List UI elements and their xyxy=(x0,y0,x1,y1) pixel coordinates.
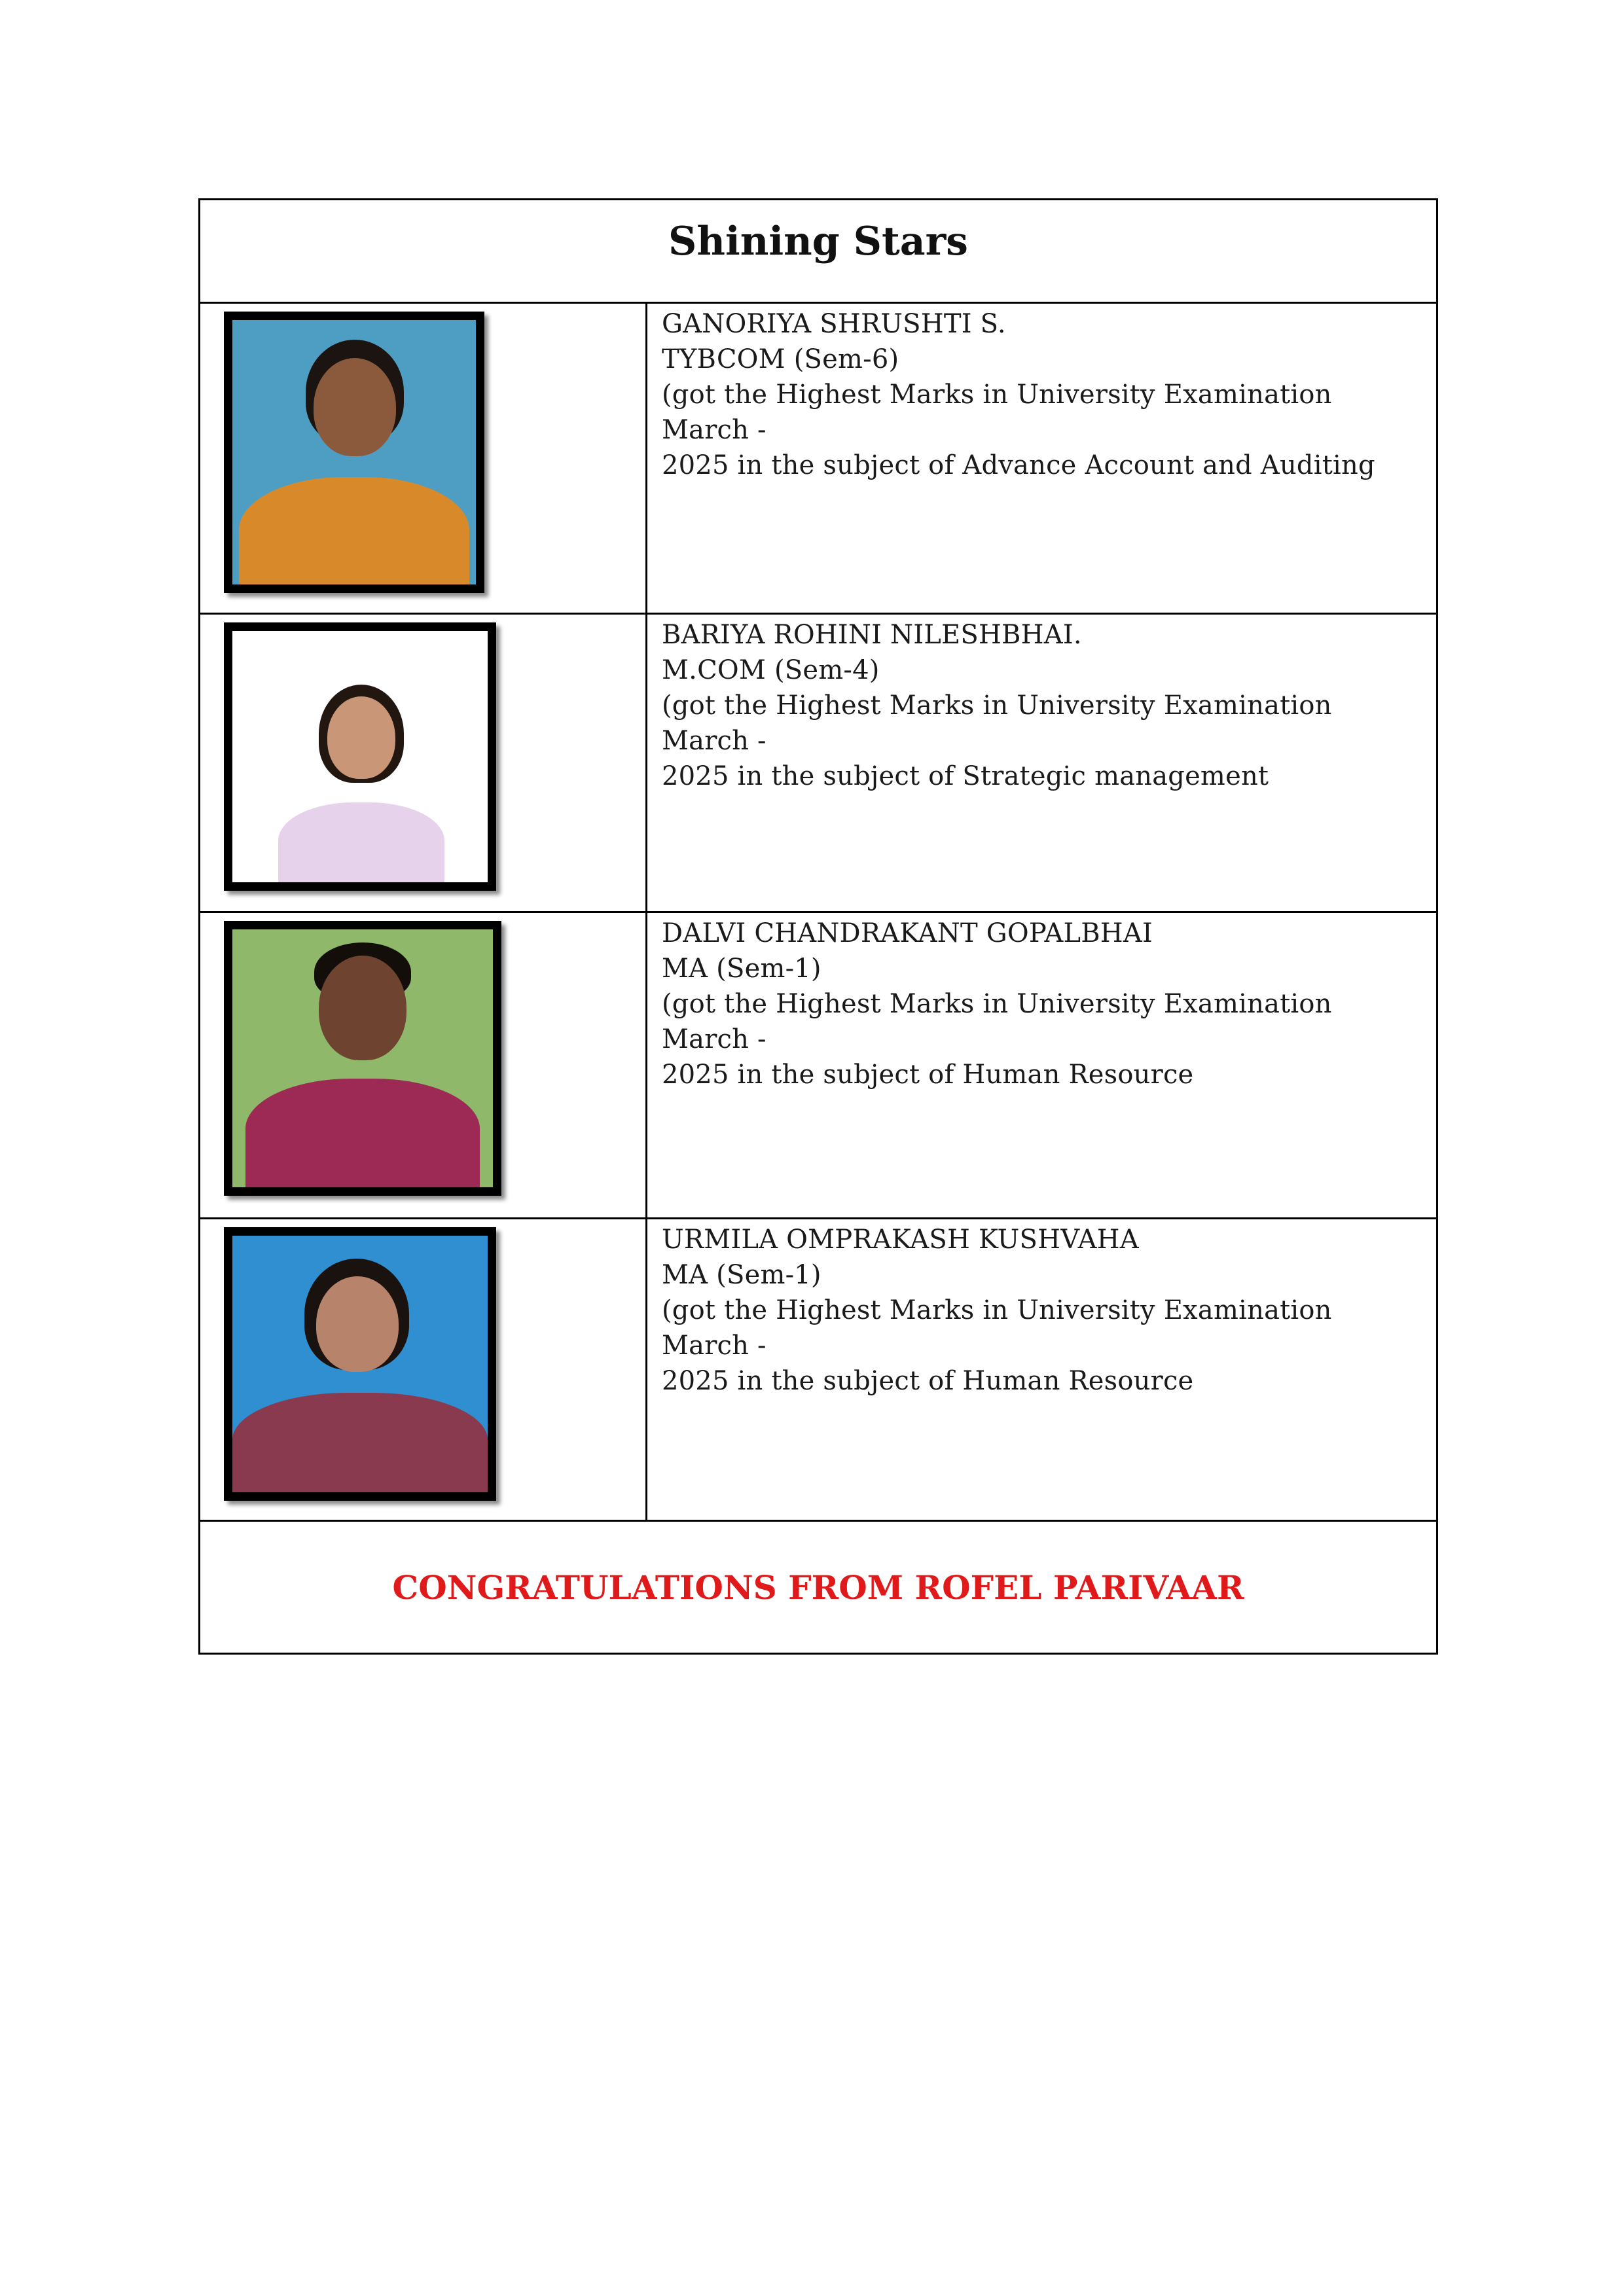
student-photo-frame xyxy=(224,921,501,1196)
student-course: TYBCOM (Sem-6) xyxy=(662,344,899,374)
photo-cell xyxy=(200,912,647,1219)
student-name: BARIYA ROHINI NILESHBHAI. xyxy=(662,620,1082,650)
shining-stars-table xyxy=(198,198,1438,1655)
congratulations-message: CONGRATULATIONS FROM ROFEL PARIVAAR xyxy=(392,1568,1244,1607)
student-achievement-line2: 2025 in the subject of Strategic management xyxy=(662,761,1269,791)
student-photo-frame xyxy=(224,312,484,593)
student-photo xyxy=(232,1236,488,1492)
student-info xyxy=(647,614,1437,912)
student-info xyxy=(647,1219,1437,1521)
student-photo xyxy=(232,631,488,882)
photo-cell xyxy=(200,303,647,614)
title-row xyxy=(200,200,1437,303)
student-name: DALVI CHANDRAKANT GOPALBHAI xyxy=(662,918,1153,948)
student-course: MA (Sem-1) xyxy=(662,954,821,984)
title-cell xyxy=(200,200,1437,303)
student-photo xyxy=(232,320,476,584)
student-course: MA (Sem-1) xyxy=(662,1260,821,1290)
student-name: GANORIYA SHRUSHTI S. xyxy=(662,309,1006,339)
photo-cell xyxy=(200,614,647,912)
student-row xyxy=(200,1219,1437,1521)
student-achievement-line1: (got the Highest Marks in University Examination March - xyxy=(662,691,1332,756)
student-photo-frame xyxy=(224,1227,496,1501)
student-achievement-line2: 2025 in the subject of Human Resource xyxy=(662,1366,1194,1396)
student-photo xyxy=(232,929,493,1187)
student-row xyxy=(200,614,1437,912)
student-info xyxy=(647,912,1437,1219)
student-achievement-line1: (got the Highest Marks in University Examination March - xyxy=(662,1295,1332,1361)
student-achievement-line1: (got the Highest Marks in University Examination March - xyxy=(662,380,1332,445)
student-achievement-line2: 2025 in the subject of Human Resource xyxy=(662,1060,1194,1090)
student-photo-frame xyxy=(224,622,496,891)
photo-cell xyxy=(200,1219,647,1521)
student-achievement-line1: (got the Highest Marks in University Examination March - xyxy=(662,989,1332,1054)
page-title: Shining Stars xyxy=(668,218,968,264)
student-name: URMILA OMPRAKASH KUSHVAHA xyxy=(662,1225,1139,1255)
student-row xyxy=(200,303,1437,614)
student-info xyxy=(647,303,1437,614)
footer-cell xyxy=(200,1521,1437,1654)
footer-row xyxy=(200,1521,1437,1654)
student-row xyxy=(200,912,1437,1219)
student-course: M.COM (Sem-4) xyxy=(662,655,880,685)
student-achievement-line2: 2025 in the subject of Advance Account and Auditing xyxy=(662,450,1375,480)
